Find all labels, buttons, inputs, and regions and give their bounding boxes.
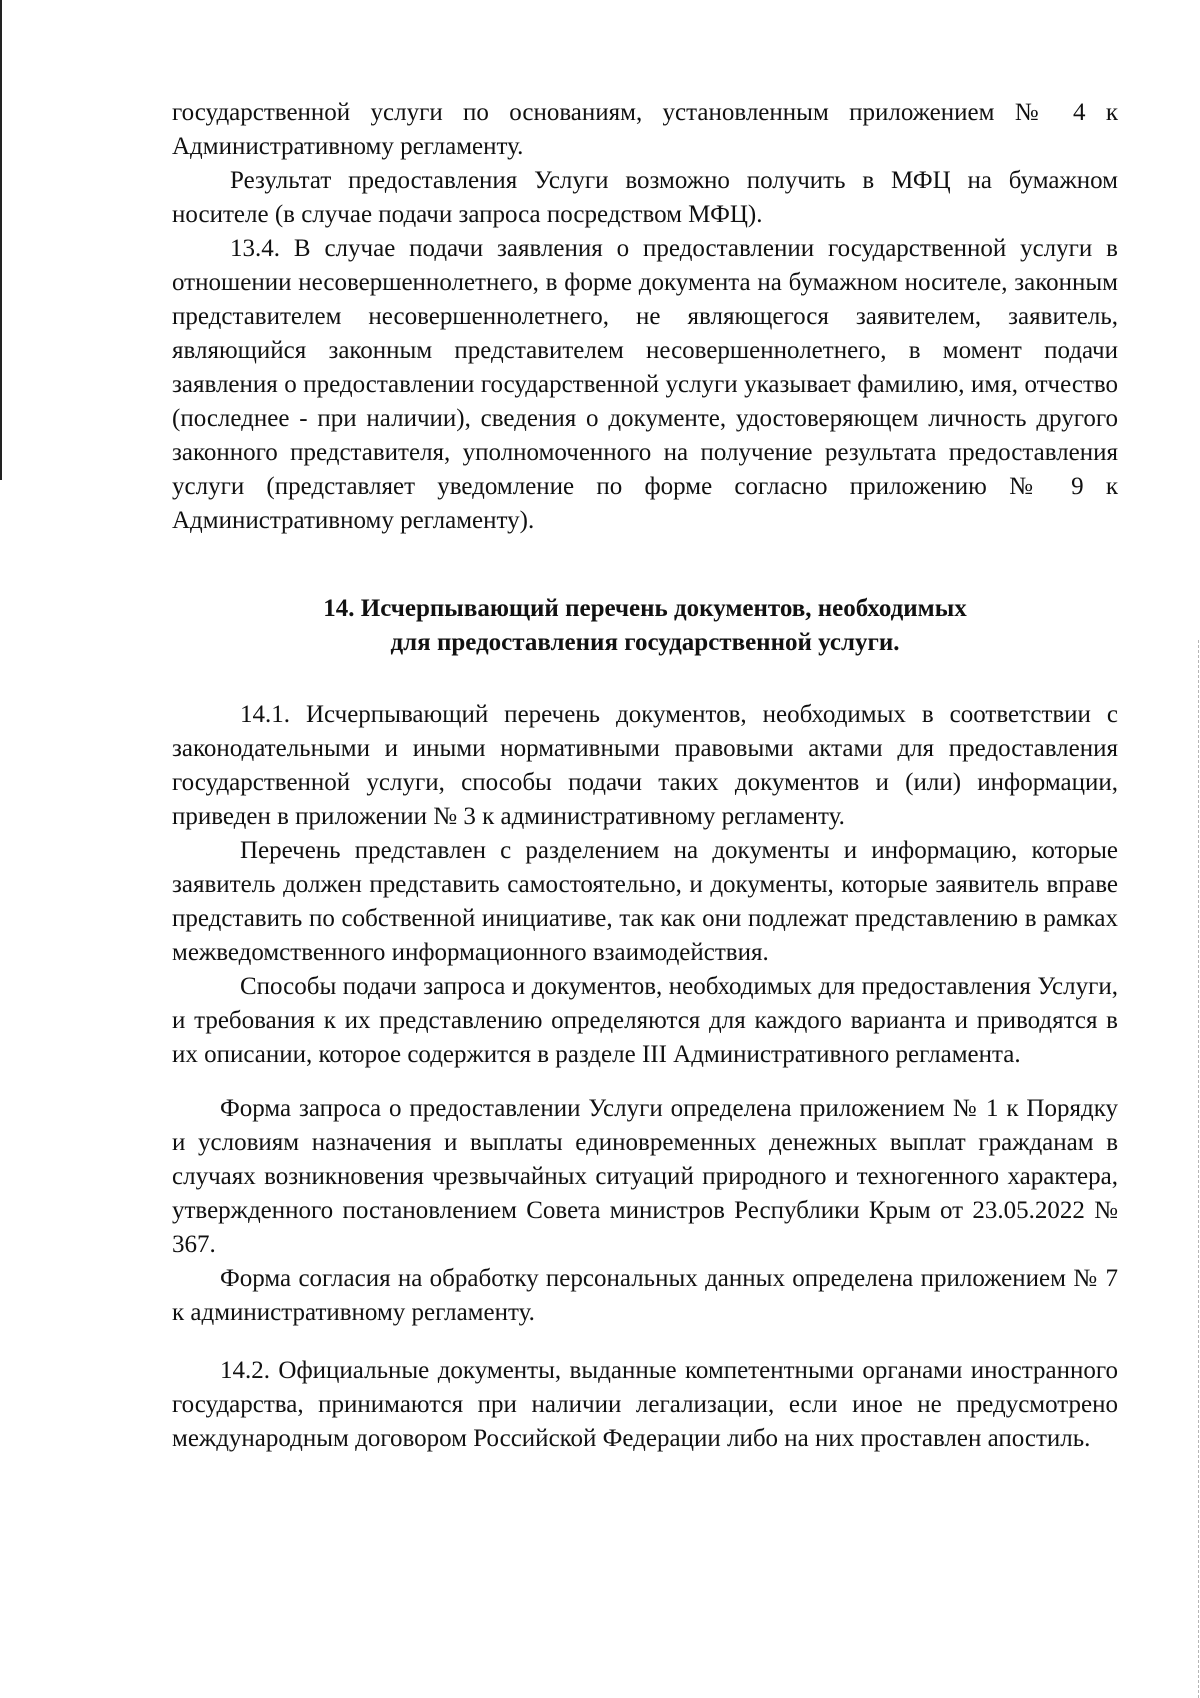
paragraph-result-mfc: Результат предоставления Услуги возможно получить в МФЦ на бумажном носителе (в случае подачи запроса посредством МФЦ). [172,167,1118,228]
paragraph-list-division: Перечень представлен с разделением на документы и информацию, которые заявитель должен представить самостоятельно, и документы, которые заявитель вправе представить по собственной инициативе, так как они подлежат представлению в рамках межведомственного информационного взаимодействия. [172,837,1118,966]
paragraph-submission-methods: Способы подачи запроса и документов, необходимых для предоставления Услуги, и требования к их представлению определяются для каждого варианта и приводятся в их описании, которое содержится в разделе III Административного регламента. [172,973,1118,1068]
paragraph-consent-form: Форма согласия на обработку персональных данных определена приложением № 7 к административному регламенту. [172,1265,1118,1326]
paragraph-continuation: государственной услуги по основаниям, установленным приложением № 4 к Административному регламенту. [172,99,1118,160]
paragraph-request-form: Форма запроса о предоставлении Услуги определена приложением № 1 к Порядку и условиям назначения и выплаты единовременных денежных выплат гражданам в случаях возникновения чрезвычайных ситуаций природного и техногенного характера, утвержденного постановлением Совета министров Республики Крым от 23.05.2022 № 367. [172,1095,1118,1258]
document-page [172,96,1118,1456]
paragraph-14-2: 14.2. Официальные документы, выданные компетентными органами иностранного государства, принимаются при наличии легализации, если иное не предусмотрено международным договором Российской Федерации либо на них проставлен апостиль. [172,1357,1118,1452]
section-14-heading [172,592,1118,660]
paragraph-13-4: 13.4. В случае подачи заявления о предоставлении государственной услуги в отношении несовершеннолетнего, в форме документа на бумажном носителе, законным представителем несовершеннолетнего, не являющегося заявителем, заявитель, являющийся законным представителем несовершеннолетнего, в момент подачи заявления о предоставлении государственной услуги указывает фамилию, имя, отчество (последнее - при наличии), сведения о документе, удостоверяющем личность другого законного представителя, уполномоченного на получение результата предоставления услуги (представляет уведомление по форме согласно приложению № 9 к Административному регламенту). [172,235,1118,534]
section-14-heading-line2: для предоставления государственной услуги. [390,629,900,656]
paragraph-14-1: 14.1. Исчерпывающий перечень документов, необходимых в соответствии с законодательными и иными нормативными правовыми актами для предоставления государственной услуги, способы подачи таких документов и (или) информации, приведен в приложении № 3 к административному регламенту. [172,701,1118,830]
scan-edge-left [0,0,2,480]
section-14-heading-line1: 14. Исчерпывающий перечень документов, необходимых [323,595,967,622]
